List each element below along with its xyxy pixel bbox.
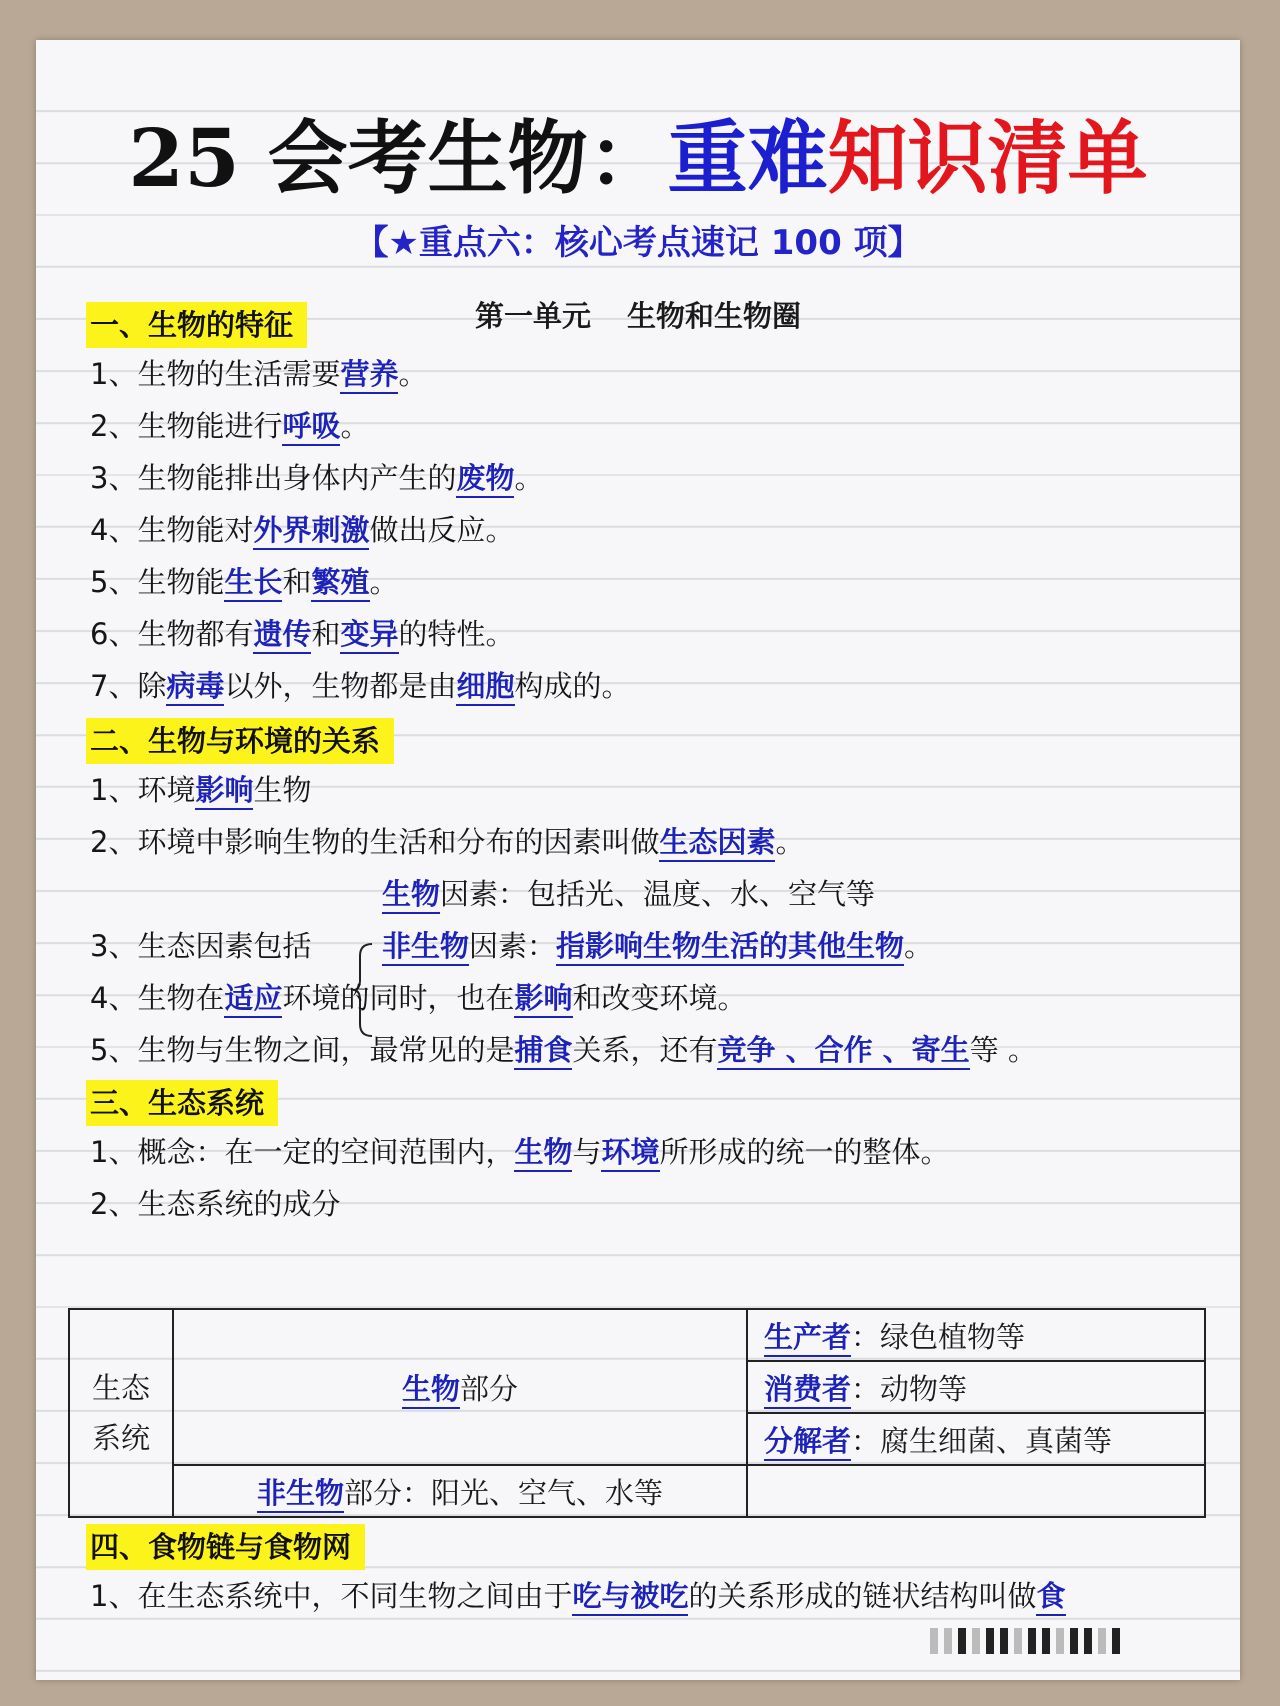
text: 。 <box>369 565 399 599</box>
keyword: 繁殖 <box>311 565 369 602</box>
notebook-page <box>36 40 1240 1680</box>
text: 和 <box>311 617 341 651</box>
text: 所形成的统一的整体。 <box>659 1135 950 1169</box>
decomposer-cell <box>747 1413 1205 1465</box>
text: 。 <box>775 825 805 859</box>
s1-item-7 <box>90 662 631 710</box>
unit-number: 第一单元 <box>474 299 591 333</box>
section-heading-1: 一、生物的特征 <box>86 302 307 348</box>
s4-item-1 <box>90 1572 1066 1620</box>
keyword: 非生物 <box>257 1476 344 1513</box>
text: 4、生物在 <box>90 981 225 1015</box>
keyword: 生物 <box>402 1372 460 1409</box>
text: 4、生物能对 <box>90 513 254 547</box>
keyword: 非生物 <box>382 929 469 966</box>
keyword: 病毒 <box>166 669 224 706</box>
keyword: 废物 <box>456 461 514 498</box>
s2-item-1 <box>90 766 311 814</box>
s2-item-3 <box>90 922 311 970</box>
text: 。 <box>398 357 428 391</box>
keyword: 食 <box>1036 1579 1065 1616</box>
keyword: 遗传 <box>253 617 311 654</box>
s2-item-2 <box>90 818 804 866</box>
keyword: 细胞 <box>456 669 514 706</box>
keyword: 生物 <box>382 877 440 914</box>
unit-name: 生物和生物圈 <box>627 299 802 333</box>
s2-item-5 <box>90 1026 1037 1074</box>
consumer-cell <box>747 1361 1205 1413</box>
text: 等 。 <box>969 1033 1037 1067</box>
abiotic-part-cell <box>173 1465 747 1517</box>
text: 构成的。 <box>514 669 631 703</box>
keyword: 生长 <box>224 565 282 602</box>
s1-item-2 <box>90 402 369 450</box>
text: 与 <box>572 1135 602 1169</box>
text: 因素： <box>469 929 557 963</box>
text: 部分：阳光、空气、水等 <box>344 1475 664 1510</box>
s1-item-1 <box>90 350 427 398</box>
text: 和 <box>282 565 312 599</box>
section-heading-3: 三、生态系统 <box>86 1080 278 1126</box>
keyword: 生物 <box>514 1135 572 1172</box>
empty-cell <box>747 1465 1205 1517</box>
section-heading-2: 二、生物与环境的关系 <box>86 718 394 764</box>
text: 的特性。 <box>398 617 515 651</box>
ecosystem-cell <box>69 1309 173 1517</box>
text: 。 <box>904 929 934 963</box>
text: 3、生态因素包括 <box>90 929 312 963</box>
text: 以外，生物都是由 <box>224 669 457 703</box>
text: 做出反应。 <box>369 513 515 547</box>
text: 部分 <box>460 1371 519 1406</box>
keyword: 影响 <box>195 773 253 810</box>
keyword: 环境 <box>601 1135 659 1172</box>
title-part-1: 25 会考生物： <box>128 111 668 205</box>
text: ：动物等 <box>851 1371 968 1406</box>
text: 的关系形成的链状结构叫做 <box>688 1579 1037 1613</box>
keyword: 捕食 <box>514 1033 572 1070</box>
barcode-decoration <box>930 1628 1170 1658</box>
ecosystem-table <box>68 1308 1206 1518</box>
text: 7、除 <box>90 669 167 703</box>
keyword: 吃与被吃 <box>572 1579 688 1616</box>
keyword: 生态因素 <box>659 825 775 862</box>
text: 环境的同时，也在 <box>282 981 515 1015</box>
s3-item-2 <box>90 1180 340 1228</box>
keyword: 影响 <box>514 981 572 1018</box>
keyword: 生产者 <box>764 1320 851 1357</box>
biotic-part-cell <box>173 1309 747 1465</box>
text: 系统 <box>91 1421 150 1455</box>
title-part-2: 重难 <box>667 111 828 205</box>
text: 因素：包括光、温度、水、空气等 <box>440 877 876 911</box>
s1-item-3 <box>90 454 543 502</box>
text: 5、生物能 <box>90 565 225 599</box>
text: 。 <box>340 409 370 443</box>
text: 2、生态系统的成分 <box>90 1187 341 1221</box>
keyword: 指影响生物生活的其他生物 <box>556 929 904 966</box>
subtitle: 【★重点六：核心考点速记 100 项】 <box>354 223 922 263</box>
section-heading-4: 四、食物链与食物网 <box>86 1524 365 1570</box>
keyword: 外界刺激 <box>253 513 369 550</box>
text: 和改变环境。 <box>572 981 747 1015</box>
s2-item-4 <box>90 974 747 1022</box>
s3-item-1 <box>90 1128 950 1176</box>
s1-item-5 <box>90 558 399 606</box>
text: ：绿色植物等 <box>851 1319 1026 1354</box>
keyword: 变异 <box>340 617 398 654</box>
text: 1、环境 <box>90 773 196 807</box>
keyword: 消费者 <box>764 1372 851 1409</box>
keyword: 分解者 <box>764 1424 851 1461</box>
s2-item-3-biotic <box>382 870 875 918</box>
text: 生物 <box>253 773 312 807</box>
text: 1、概念：在一定的空间范围内， <box>90 1135 515 1169</box>
text: 。 <box>514 461 544 495</box>
text: 关系，还有 <box>572 1033 718 1067</box>
text: 6、生物都有 <box>90 617 254 651</box>
text: 2、生物能进行 <box>90 409 283 443</box>
keyword: 营养 <box>340 357 398 394</box>
text: ：腐生细菌、真菌等 <box>851 1423 1113 1458</box>
text: 5、生物与生物之间，最常见的是 <box>90 1033 515 1067</box>
text: 1、在生态系统中，不同生物之间由于 <box>90 1579 573 1613</box>
text: 生态 <box>91 1371 150 1405</box>
producer-cell <box>747 1309 1205 1361</box>
s2-item-3-abiotic <box>382 922 933 970</box>
title-part-3: 知识清单 <box>827 111 1148 205</box>
text: 3、生物能排出身体内产生的 <box>90 461 457 495</box>
text: 2、环境中影响生物的生活和分布的因素叫做 <box>90 825 660 859</box>
s1-item-6 <box>90 610 515 658</box>
page-title <box>36 108 1240 208</box>
keyword: 适应 <box>224 981 282 1018</box>
keyword: 呼吸 <box>282 409 340 446</box>
text: 1、生物的生活需要 <box>90 357 341 391</box>
s1-item-4 <box>90 506 514 554</box>
keyword: 竞争 、合作 、寄生 <box>717 1033 969 1070</box>
